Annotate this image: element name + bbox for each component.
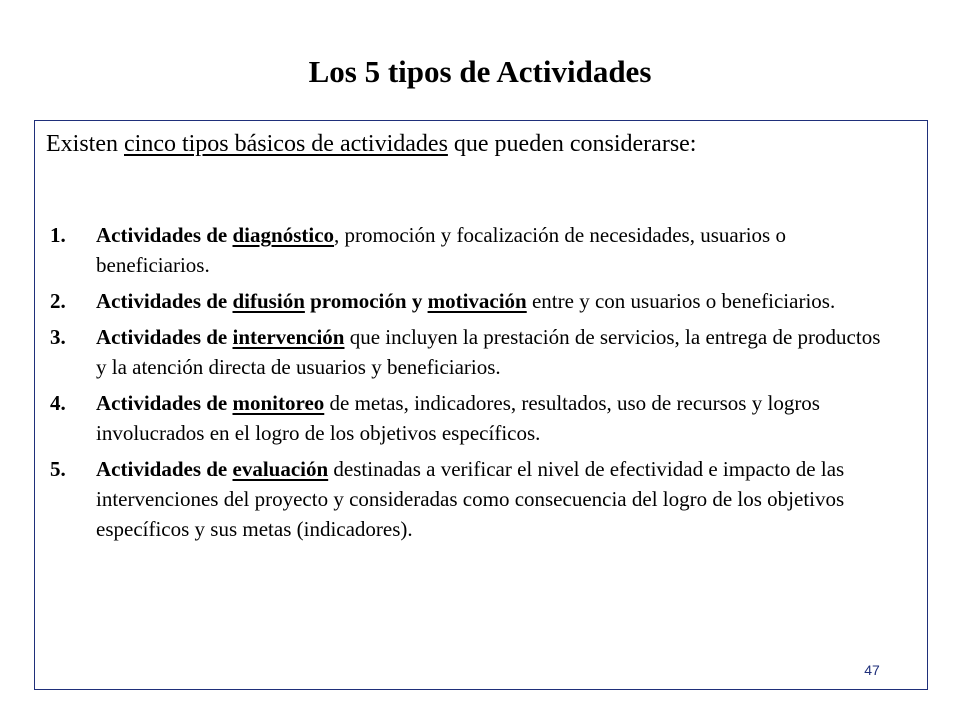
activity-keyword-2: motivación bbox=[427, 289, 527, 313]
activity-description: destinadas a verificar el nivel de efectividad e impacto de las intervenciones del proyecto y consideradas como consecuencia del logro de los objetivos específicos y sus metas (indicadores). bbox=[96, 457, 845, 541]
activity-lead: Actividades de bbox=[96, 223, 233, 247]
slide-title: Los 5 tipos de Actividades bbox=[308, 54, 652, 89]
activities-list bbox=[46, 220, 896, 550]
activity-item-1 bbox=[46, 220, 896, 280]
activity-number: 3. bbox=[50, 325, 66, 349]
page-number: 47 bbox=[864, 662, 880, 678]
intro-suffix: que pueden considerarse: bbox=[447, 131, 697, 157]
activity-description: , promoción y focalización de necesidades, usuarios o beneficiarios. bbox=[96, 223, 786, 277]
activity-number: 4. bbox=[50, 391, 66, 415]
activity-description: de metas, indicadores, resultados, uso de recursos y logros involucrados en el logro de los objetivos específicos. bbox=[96, 391, 820, 445]
activity-item-3 bbox=[46, 322, 896, 382]
activity-lead: Actividades de bbox=[96, 391, 233, 415]
activity-item-2 bbox=[46, 286, 896, 316]
activity-number: 2. bbox=[50, 289, 66, 313]
activity-number: 5. bbox=[50, 457, 66, 481]
activity-description: entre y con usuarios o beneficiarios. bbox=[526, 289, 836, 313]
activity-mid: promoción y bbox=[304, 289, 428, 313]
activity-description: que incluyen la prestación de servicios, la entrega de productos y la atención directa de usuarios y beneficiarios. bbox=[96, 325, 881, 379]
activity-lead: Actividades de bbox=[96, 325, 233, 349]
activity-keyword: diagnóstico bbox=[232, 223, 335, 247]
activity-item-4 bbox=[46, 388, 896, 448]
activity-keyword: difusión bbox=[232, 289, 305, 313]
activity-item-5 bbox=[46, 454, 896, 544]
activity-keyword: intervención bbox=[232, 325, 345, 349]
intro-emphasis: cinco tipos básicos de actividades bbox=[124, 131, 448, 157]
activity-lead: Actividades de bbox=[96, 457, 233, 481]
activity-keyword: evaluación bbox=[232, 457, 329, 481]
activity-number: 1. bbox=[50, 223, 66, 247]
intro-prefix: Existen bbox=[46, 131, 124, 157]
activity-lead: Actividades de bbox=[96, 289, 233, 313]
activity-keyword: monitoreo bbox=[232, 391, 325, 415]
intro-paragraph bbox=[46, 128, 866, 160]
